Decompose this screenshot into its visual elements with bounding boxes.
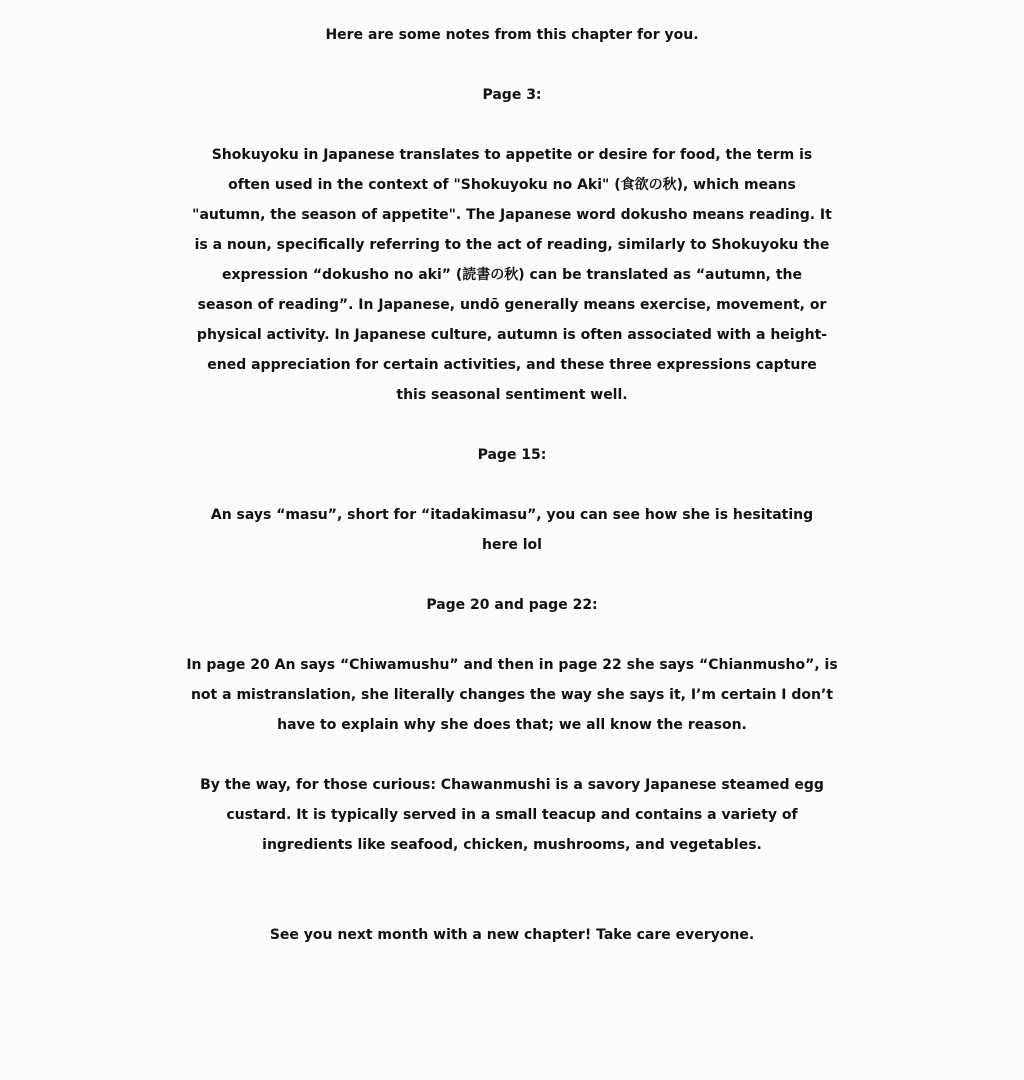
chawanmushi-line-1: By the way, for those curious: Chawanmushi is a savory Japanese steamed egg: [200, 777, 824, 793]
page-3-line-2: often used in the context of "Shokuyoku no Aki" (食欲の秋), which means: [228, 177, 796, 193]
page-15-line-1: An says “masu”, short for “itadakimasu”, you can see how she is hesitating: [210, 507, 814, 523]
page-3-line-4: is a noun, specifically referring to the act of reading, similarly to Shokuyoku the: [194, 237, 830, 253]
page-3-heading: Page 3:: [482, 87, 542, 103]
page-15-heading: Page 15:: [477, 447, 547, 463]
page-15-line-2: here lol: [482, 537, 542, 553]
page-3-line-3: "autumn, the season of appetite". The Japanese word dokusho means reading. It: [192, 207, 832, 223]
page-3-line-9: this seasonal sentiment well.: [396, 387, 628, 403]
page-3-line-5: expression “dokusho no aki” (読書の秋) can be translated as “autumn, the: [221, 267, 803, 283]
closing-line: See you next month with a new chapter! Take care everyone.: [269, 927, 755, 943]
page-3-line-6: season of reading”. In Japanese, undō generally means exercise, movement, or: [197, 297, 827, 313]
page-3-line-1: Shokuyoku in Japanese translates to appetite or desire for food, the term is: [211, 147, 813, 163]
page-3-line-7: physical activity. In Japanese culture, autumn is often associated with a height-: [196, 327, 828, 343]
page-20-22-line-3: have to explain why she does that; we all know the reason.: [277, 717, 747, 733]
chawanmushi-line-3: ingredients like seafood, chicken, mushrooms, and vegetables.: [262, 837, 762, 853]
page-3-line-8: ened appreciation for certain activities, and these three expressions capture: [207, 357, 817, 373]
chawanmushi-line-2: custard. It is typically served in a small teacup and contains a variety of: [226, 807, 798, 823]
intro-line: Here are some notes from this chapter for you.: [325, 27, 699, 43]
page-20-22-line-1: In page 20 An says “Chiwamushu” and then in page 22 she says “Chianmusho”, is: [186, 657, 838, 673]
page-20-22-heading: Page 20 and page 22:: [426, 597, 598, 613]
page-20-22-line-2: not a mistranslation, she literally changes the way she says it, I’m certain I don’t: [190, 687, 834, 703]
